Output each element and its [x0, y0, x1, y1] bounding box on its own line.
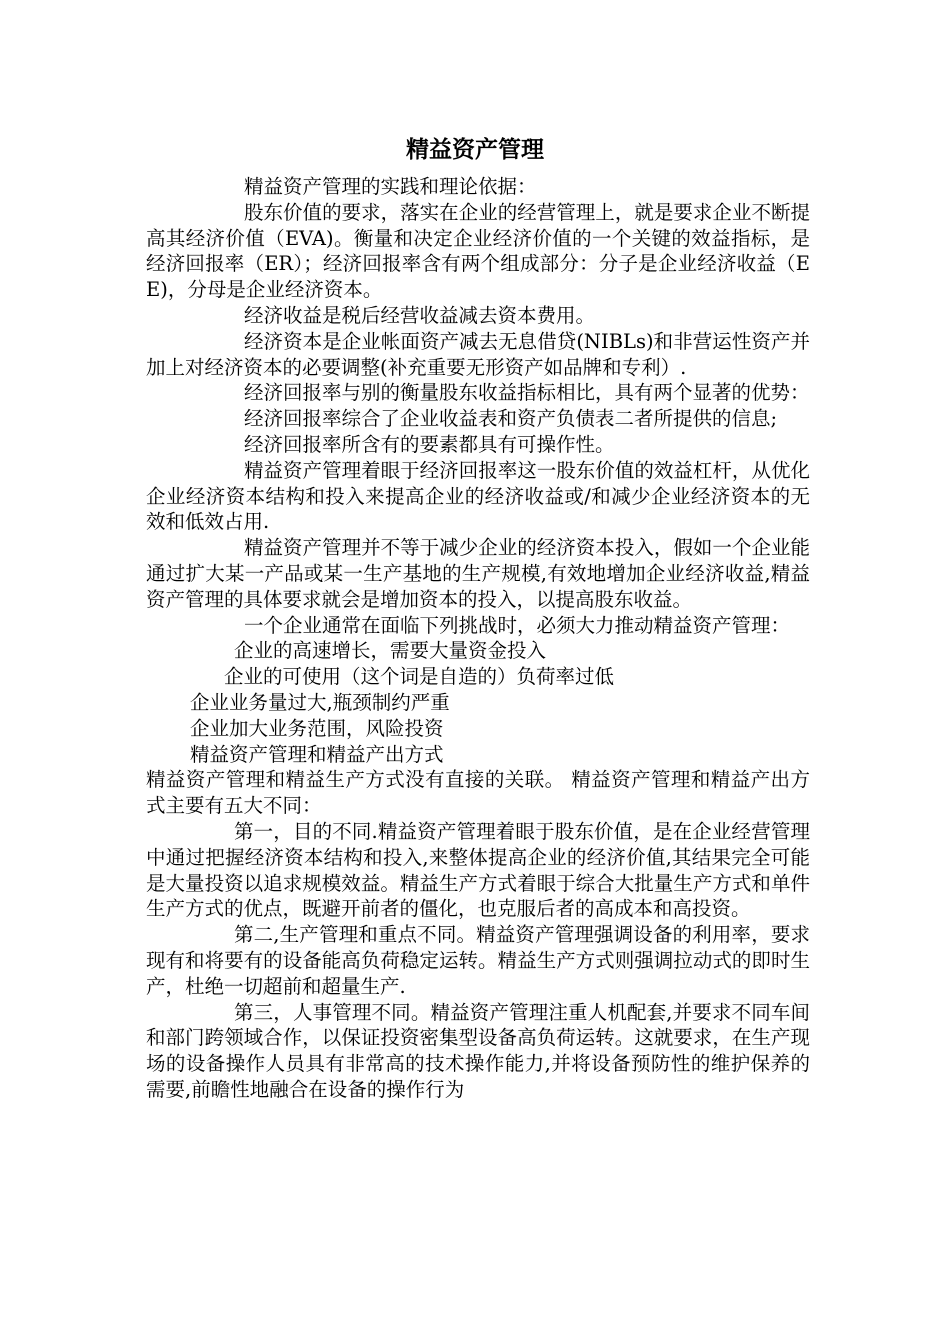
paragraph: 第一，目的不同.精益资产管理着眼于股东价值，是在企业经营管理中通过把握经济资本结构和投入,来整体提高企业的经济价值,其结果完全可能是大量投资以追求规模效益。精益生产方式着眼于综合大批量生产方式和单件生产方式的优点，既避开前者的僵化，也克服后者的高成本和高投资。 — [146, 819, 810, 921]
list-item: 企业的可使用（这个词是自造的）负荷率过低 — [224, 665, 615, 689]
list-item: 企业加大业务范围，风险投资 — [190, 716, 444, 740]
paragraph: 一个企业通常在面临下列挑战时，必须大力推动精益资产管理： — [244, 613, 791, 637]
paragraph: 经济回报率与别的衡量股东收益指标相比，具有两个显著的优势： — [244, 381, 810, 405]
paragraph: 精益资产管理着眼于经济回报率这一股东价值的效益杠杆，从优化企业经济资本结构和投入来提高企业的经济收益或/和减少企业经济资本的无效和低效占用. — [146, 458, 810, 534]
list-item: 企业业务量过大,瓶颈制约严重 — [190, 690, 450, 714]
paragraph: 经济资本是企业帐面资产减去无息借贷(NIBLs)和非营运性资产并加上对经济资本的必要调整(补充重要无形资产如品牌和专利）. — [146, 329, 810, 379]
paragraph: 经济回报率所含有的要素都具有可操作性。 — [244, 432, 615, 456]
document-title: 精益资产管理 — [406, 136, 544, 163]
paragraph: 股东价值的要求，落实在企业的经营管理上，就是要求企业不断提高其经济价值（EVA)。衡量和决定企业经济价值的一个关键的效益指标，是经济回报率（ER）；经济回报率含有两个组成部分：分子是企业经济收益（EE)，分母是企业经济资本。 — [146, 200, 810, 302]
paragraph: 第二,生产管理和重点不同。精益资产管理强调设备的利用率，要求现有和将要有的设备能高负荷稳定运转。精益生产方式则强调拉动式的即时生产，杜绝一切超前和超量生产. — [146, 923, 810, 998]
section-heading: 精益资产管理和精益产出方式 — [190, 742, 444, 766]
paragraph: 精益资产管理并不等于减少企业的经济资本投入，假如一个企业能通过扩大某一产品或某一生产基地的生产规模,有效地增加企业经济收益,精益资产管理的具体要求就会是增加资本的投入，以提高股东收益。 — [146, 536, 810, 611]
document-body — [146, 174, 810, 1103]
paragraph: 经济回报率综合了企业收益表和资产负债表二者所提供的信息; — [244, 407, 778, 431]
paragraph: 第三，人事管理不同。精益资产管理注重人机配套,并要求不同车间和部门跨领域合作，以保证投资密集型设备高负荷运转。这就要求，在生产现场的设备操作人员具有非常高的技术操作能力,并将设备预防性的维护保养的需要,前瞻性地融合在设备的操作行为 — [146, 1000, 810, 1101]
paragraph: 经济收益是税后经营收益减去资本费用。 — [244, 303, 596, 327]
paragraph: 精益资产管理和精益生产方式没有直接的关联。 精益资产管理和精益产出方式主要有五大不同： — [146, 768, 810, 818]
paragraph: 精益资产管理的实践和理论依据： — [244, 175, 537, 198]
list-item: 企业的高速增长，需要大量资金投入 — [234, 639, 547, 663]
